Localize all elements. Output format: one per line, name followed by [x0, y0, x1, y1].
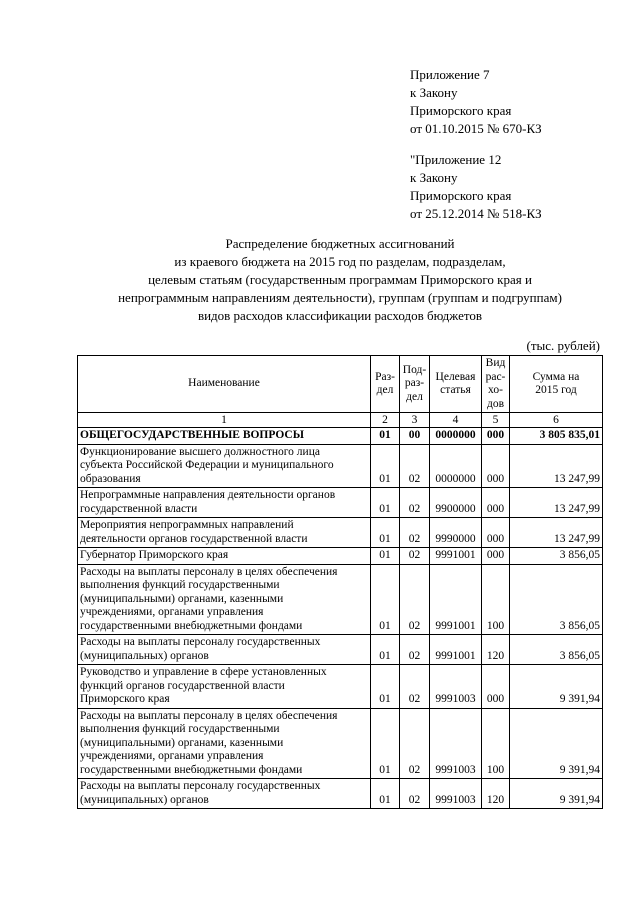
appendix-7-line: от 01.10.2015 № 670-КЗ: [410, 121, 542, 136]
row-section: 01: [371, 779, 400, 809]
appendix-12-header: [410, 151, 542, 223]
header-name: Наименование: [78, 356, 371, 413]
row-kind: 100: [482, 708, 510, 779]
row-section: 01: [371, 444, 400, 488]
row-name-line: выполнения функций государственными: [80, 723, 280, 735]
row-section: 01: [371, 665, 400, 709]
row-subsection: 02: [400, 518, 430, 548]
row-sum: 9 391,94: [510, 708, 603, 779]
row-sum: 13 247,99: [510, 488, 603, 518]
row-name-line: государственными внебюджетными фондами: [80, 619, 303, 632]
row-name: [78, 488, 371, 518]
row-name: [78, 564, 371, 635]
column-number: 3: [400, 413, 430, 428]
appendix-7-line: Приморского края: [410, 103, 512, 118]
row-name-line: Расходы на выплаты персоналу в целях обеспечения: [80, 709, 338, 722]
row-name-line: выполнения функций государственными: [80, 579, 280, 591]
row-kind: 000: [482, 548, 510, 565]
appendix-12-line: от 25.12.2014 № 518-КЗ: [410, 206, 542, 221]
appendix-12-line: Приморского края: [410, 188, 512, 203]
row-name-line: (муниципальными) органами, казенными: [80, 592, 284, 605]
row-subsection: 00: [400, 428, 430, 445]
column-number: 4: [430, 413, 482, 428]
row-name: [78, 635, 371, 665]
column-number: 2: [371, 413, 400, 428]
row-section: 01: [371, 428, 400, 445]
table-row: [78, 708, 603, 779]
row-article: 0000000: [430, 444, 482, 488]
header-sum: Сумма на 2015 год: [510, 356, 603, 413]
row-subsection: 02: [400, 488, 430, 518]
column-number-row: [78, 413, 603, 428]
table-row: [78, 635, 603, 665]
budget-table: [77, 355, 603, 809]
title-line: видов расходов классификации расходов бюджетов: [197, 308, 483, 323]
row-name: [78, 444, 371, 488]
row-name-line: Расходы на выплаты персоналу в целях обеспечения: [80, 565, 338, 578]
header-kind: Вид рас- хо- дов: [482, 356, 510, 413]
row-name: [78, 428, 371, 445]
row-name-line: Расходы на выплаты персоналу государственных: [80, 780, 321, 792]
row-name-line: функций органов государственной власти: [80, 679, 285, 692]
row-sum: 13 247,99: [510, 444, 603, 488]
appendix-12-line: к Закону: [410, 170, 458, 185]
header-section: Раз- дел: [371, 356, 400, 413]
row-section: 01: [371, 564, 400, 635]
row-name-line: учреждениями, органами управления: [80, 606, 264, 618]
row-name: [78, 665, 371, 709]
row-section: 01: [371, 548, 400, 565]
table-header-row: [78, 356, 603, 413]
appendix-7-line: к Закону: [410, 85, 458, 100]
table-row: [78, 564, 603, 635]
column-number: 1: [78, 413, 371, 428]
header-subsection: Под- раз- дел: [400, 356, 430, 413]
row-subsection: 02: [400, 708, 430, 779]
row-name-line: (муниципальных) органов: [80, 793, 209, 806]
row-name-line: Функционирование высшего должностного лица: [80, 445, 320, 458]
row-article: 9991003: [430, 665, 482, 709]
document-title: [60, 235, 620, 325]
table-body: [78, 428, 603, 809]
table-row: [78, 444, 603, 488]
row-name-line: Мероприятия непрограммных направлений: [80, 519, 294, 531]
row-name-line: учреждениями, органами управления: [80, 750, 264, 762]
row-name-line: Расходы на выплаты персоналу государственных: [80, 636, 321, 648]
row-kind: 000: [482, 665, 510, 709]
row-name-line: субъекта Российской Федерации и муниципального: [80, 459, 334, 471]
appendix-12-line: "Приложение 12: [410, 152, 502, 167]
row-article: 9990000: [430, 518, 482, 548]
row-kind: 100: [482, 564, 510, 635]
title-line: целевым статьям (государственным программам Приморского края и: [148, 272, 532, 287]
row-name-line: образования: [80, 472, 141, 485]
row-article: 9991001: [430, 564, 482, 635]
row-article: 9991003: [430, 779, 482, 809]
row-article: 9991003: [430, 708, 482, 779]
appendix-7-header: [410, 66, 542, 138]
row-name-line: Непрограммные направления деятельности органов: [80, 489, 336, 501]
row-subsection: 02: [400, 564, 430, 635]
row-subsection: 02: [400, 779, 430, 809]
row-name-line: государственными внебюджетными фондами: [80, 763, 303, 776]
row-name-line: Руководство и управление в сфере установленных: [80, 666, 327, 678]
row-subsection: 02: [400, 444, 430, 488]
table-row: [78, 428, 603, 445]
row-kind: 000: [482, 444, 510, 488]
row-sum: 9 391,94: [510, 665, 603, 709]
row-article: 9991001: [430, 635, 482, 665]
row-section: 01: [371, 708, 400, 779]
header-article: Целевая статья: [430, 356, 482, 413]
row-sum: 3 856,05: [510, 564, 603, 635]
row-kind: 000: [482, 428, 510, 445]
title-line: непрограммным направлениям деятельности), группам (группам и подгруппам): [118, 290, 562, 305]
row-subsection: 02: [400, 635, 430, 665]
column-number: 6: [510, 413, 603, 428]
row-name: [78, 548, 371, 565]
row-name-line: Приморского края: [80, 693, 170, 705]
table-row: [78, 518, 603, 548]
row-sum: 13 247,99: [510, 518, 603, 548]
row-name: [78, 779, 371, 809]
table-row: [78, 665, 603, 709]
title-line: Распределение бюджетных ассигнований: [225, 236, 455, 251]
row-name-line: Губернатор Приморского края: [80, 549, 229, 561]
row-name: [78, 708, 371, 779]
row-article: 9991001: [430, 548, 482, 565]
title-line: из краевого бюджета на 2015 год по разделам, подразделам,: [174, 254, 506, 269]
row-name-line: (муниципальных) органов: [80, 649, 209, 662]
row-sum: 3 856,05: [510, 548, 603, 565]
table-row: [78, 488, 603, 518]
row-kind: 120: [482, 779, 510, 809]
row-subsection: 02: [400, 665, 430, 709]
row-name-line: деятельности органов государственной власти: [80, 532, 308, 545]
row-kind: 000: [482, 488, 510, 518]
row-name-line: (муниципальными) органами, казенными: [80, 736, 284, 749]
row-section: 01: [371, 488, 400, 518]
row-sum: 3 805 835,01: [510, 428, 603, 445]
row-name-line: ОБЩЕГОСУДАРСТВЕННЫЕ ВОПРОСЫ: [80, 429, 305, 441]
row-name-line: государственной власти: [80, 502, 198, 515]
row-kind: 120: [482, 635, 510, 665]
units-label: (тыс. рублей): [526, 338, 600, 353]
row-subsection: 02: [400, 548, 430, 565]
row-kind: 000: [482, 518, 510, 548]
row-section: 01: [371, 518, 400, 548]
row-article: 9900000: [430, 488, 482, 518]
row-name: [78, 518, 371, 548]
row-section: 01: [371, 635, 400, 665]
table-row: [78, 548, 603, 565]
table-row: [78, 779, 603, 809]
column-number: 5: [482, 413, 510, 428]
row-sum: 3 856,05: [510, 635, 603, 665]
appendix-7-line: Приложение 7: [410, 67, 490, 82]
row-sum: 9 391,94: [510, 779, 603, 809]
row-article: 0000000: [430, 428, 482, 445]
